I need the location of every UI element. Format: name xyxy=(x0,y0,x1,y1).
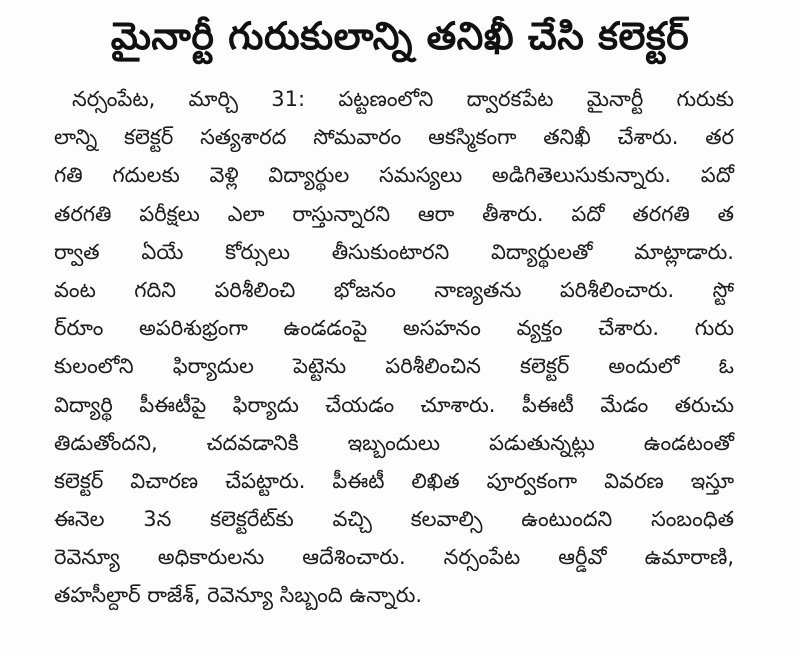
article-line: ఈనెల 3న కలెక్టరేట్‌కు వచ్చి కలవాల్సి ఉంటుందని సంబంధిత xyxy=(54,507,734,532)
article-line: విద్యార్థి పీఈటీపై ఫిర్యాదు చేయడం చూశారు. పీఈటీ మేడం తరుచు xyxy=(54,392,734,417)
article-line: కులంలోని ఫిర్యాదుల పెట్టెను పరిశీలించిన కలెక్టర్ అందులో ఓ xyxy=(54,354,734,379)
article-line: వంట గదిని పరిశీలించి భోజనం నాణ్యతను పరిశీలించారు. స్టో xyxy=(54,277,734,302)
article-line: తిడుతోందని, చదవడానికి ఇబ్బందులు పడుతున్నట్లు ఉండటంతో xyxy=(54,430,734,455)
article-line: ర్వాత ఏయే కోర్సులు తీసుకుంటారని విద్యార్థులతో మాట్లాడారు. xyxy=(54,239,734,264)
article-line: తరగతి పరీక్షలు ఎలా రాస్తున్నారని ఆరా తీశారు. పదో తరగతి త xyxy=(54,201,734,226)
article-line: నర్సంపేట, మార్చి 31: పట్టణంలోని ద్వారకపేట మైనార్టీ గురుకు xyxy=(72,87,734,111)
article-line: గతి గదులకు వెళ్లి విద్యార్థుల సమస్యలు అడిగితెలుసుకున్నారు. పదో xyxy=(54,163,734,188)
article-body xyxy=(54,80,734,615)
article-line: ర్‌రూం అపరిశుభ్రంగా ఉండడంపై అసహనం వ్యక్తం చేశారు. గురు xyxy=(54,316,734,341)
article-headline: మైనార్టీ గురుకులాన్ని తనిఖీ చేసి కలెక్టర్ xyxy=(110,14,690,58)
article-line: తహసీల్దార్ రాజేశ్, రెవెన్యూ సిబ్బంది ఉన్నారు. xyxy=(54,583,423,608)
article-line: కలెక్టర్ విచారణ చేపట్టారు. పీఈటీ లిఖిత పూర్వకంగా వివరణ ఇస్తూ xyxy=(54,468,734,493)
article-line: లాన్ని కలెక్టర్ సత్యశారద సోమవారం ఆకస్మికంగా తనిఖీ చేశారు. తర xyxy=(54,125,734,150)
article-line: రెవెన్యూ అధికారులను ఆదేశించారు. నర్సంపేట ఆర్డీవో ఉమారాణి, xyxy=(54,545,734,570)
